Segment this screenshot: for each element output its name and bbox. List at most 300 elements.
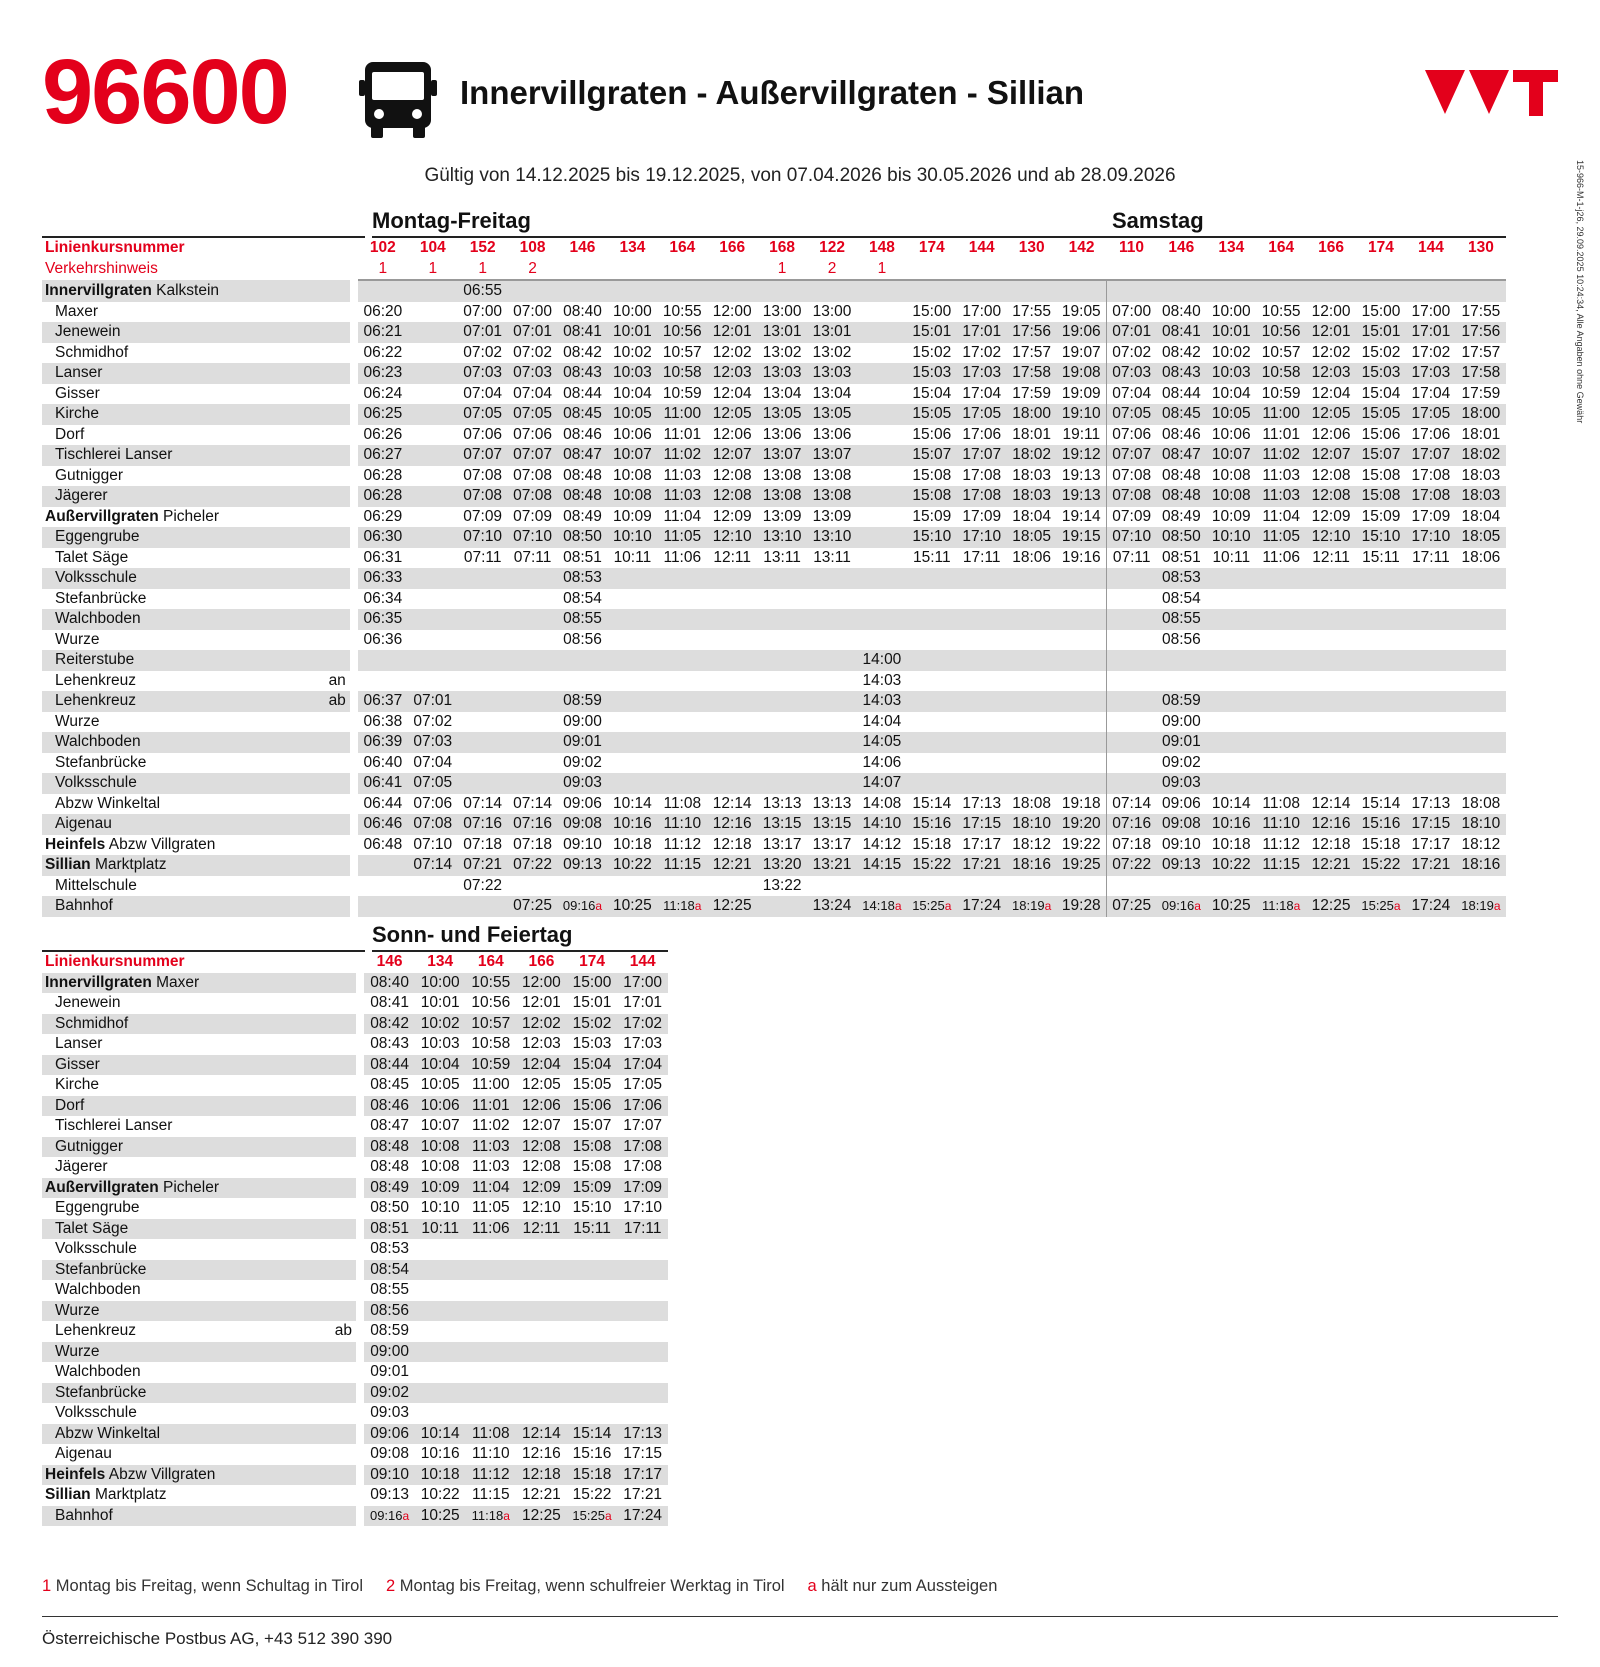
time-cell: 07:10: [413, 835, 453, 853]
time-cell: 18:12: [1012, 835, 1052, 853]
time-cell: 07:02: [1107, 343, 1157, 364]
time-cell: [807, 732, 857, 753]
time-cell: [757, 609, 807, 630]
time-cell: 17:05: [1406, 404, 1456, 425]
time-cell: [707, 773, 757, 794]
time-cell: 15:10: [907, 527, 957, 548]
time-cell: 15:05: [572, 1076, 612, 1094]
stop-municipality: Außervillgraten: [45, 507, 159, 525]
time-cell: [1256, 712, 1306, 733]
time-cell: [857, 609, 907, 630]
stop-row: [42, 1178, 668, 1199]
time-cell: [558, 650, 608, 671]
time-cell: 13:02: [762, 343, 802, 361]
time-cell: 18:04: [1461, 507, 1501, 525]
stop-name: Talet Säge: [55, 548, 129, 566]
time-cell: [508, 280, 558, 302]
time-cell: [857, 486, 907, 507]
time-cell: 10:03: [1206, 363, 1256, 384]
alight-only-flag: a: [604, 1508, 612, 1523]
spacer: [350, 343, 358, 364]
time-cell: 17:00: [617, 973, 668, 994]
time-cell: 09:01: [558, 732, 608, 753]
time-cell: [707, 650, 757, 671]
time-cell: 17:06: [1411, 425, 1451, 443]
time-cell: [408, 343, 458, 364]
time-cell: 19:20: [1057, 814, 1107, 835]
spacer: [350, 404, 358, 425]
time-cell: 07:00: [1107, 302, 1157, 323]
time-cell: 15:08: [907, 486, 957, 507]
time-cell: 17:11: [1412, 548, 1450, 566]
spacer: [350, 630, 358, 651]
time-cell: [857, 363, 907, 384]
time-cell: 10:58: [657, 363, 707, 384]
time-cell: 07:02: [463, 343, 503, 361]
time-cell: 07:00: [463, 302, 503, 320]
time-cell: [607, 280, 657, 302]
traffic-note: [1406, 259, 1456, 281]
time-cell: [1356, 773, 1406, 794]
time-cell: 15:14: [567, 1424, 618, 1445]
stop-name: Sillian Marktplatz: [45, 1486, 167, 1504]
time-cell: [1406, 691, 1456, 712]
time-cell: [907, 650, 957, 671]
time-cell: [1356, 568, 1406, 589]
time-cell: [617, 1321, 668, 1342]
time-cell: [1206, 671, 1256, 692]
time-cell: 12:06: [516, 1096, 567, 1117]
stop-row: [42, 425, 1506, 446]
time-cell: 10:18: [1211, 835, 1251, 853]
time-cell: [508, 773, 558, 794]
time-cell: 10:03: [607, 363, 657, 384]
stop-row: [42, 855, 1506, 876]
time-cell: [1256, 671, 1306, 692]
time-cell: 12:25: [516, 1506, 567, 1527]
stop-name: Aigenau: [55, 1445, 112, 1463]
time-cell: [707, 589, 757, 610]
time-cell: 12:11: [713, 548, 752, 566]
spacer: [356, 1178, 364, 1199]
spacer: [356, 973, 364, 994]
course-number: 146: [1168, 239, 1195, 257]
time-cell: [408, 322, 458, 343]
time-cell: [1406, 650, 1456, 671]
time-cell: 11:06: [663, 548, 702, 566]
time-cell: [1156, 280, 1206, 302]
spacer: [350, 650, 358, 671]
time-cell: [1206, 773, 1256, 794]
time-cell: 17:07: [1406, 445, 1456, 466]
time-cell: 17:08: [617, 1137, 668, 1158]
time-cell: 07:04: [463, 384, 503, 402]
time-cell: 15:04: [1361, 384, 1401, 402]
time-cell: 10:16: [1206, 814, 1256, 835]
course-number: 104: [419, 239, 446, 257]
time-cell: 12:21: [522, 1486, 561, 1504]
stop-name: Dorf: [55, 425, 85, 443]
time-cell: 12:18: [712, 835, 752, 853]
time-cell: 08:42: [1161, 343, 1201, 361]
time-cell: 12:16: [522, 1445, 561, 1463]
time-cell: [1007, 630, 1057, 651]
time-cell: [757, 773, 807, 794]
time-cell: 10:04: [415, 1055, 466, 1076]
spacer: [356, 1198, 364, 1219]
time-cell: 19:09: [1061, 384, 1101, 402]
time-cell: [907, 753, 957, 774]
time-cell: 12:01: [707, 322, 757, 343]
time-cell: 18:12: [1461, 835, 1501, 853]
time-cell: [907, 712, 957, 733]
time-cell: 08:46: [364, 1096, 415, 1117]
time-cell: [1007, 280, 1057, 302]
course-number-row: [42, 952, 668, 973]
spacer: [356, 1055, 364, 1076]
time-cell: [1156, 671, 1206, 692]
time-cell: 12:04: [1311, 384, 1351, 402]
course-number: 144: [968, 239, 995, 257]
time-cell: [607, 650, 657, 671]
course-number: 122: [819, 239, 845, 257]
stop-row: [42, 589, 1506, 610]
time-cell: 17:10: [1406, 527, 1456, 548]
time-cell: [458, 609, 508, 630]
time-cell: 13:10: [757, 527, 807, 548]
stop-name: Abzw Winkeltal: [55, 794, 161, 812]
stop-row: [42, 527, 1506, 548]
time-cell: 17:21: [1406, 855, 1456, 876]
time-cell: 08:40: [1161, 302, 1201, 320]
time-cell: 17:56: [1007, 322, 1057, 343]
spacer: [356, 1116, 364, 1137]
time-cell: 13:00: [812, 302, 852, 320]
stop-name: Reiterstube: [42, 650, 350, 671]
time-value: 18:19: [1461, 898, 1494, 914]
spacer: [356, 1362, 364, 1383]
time-cell: [707, 732, 757, 753]
time-cell: 07:03: [458, 363, 508, 384]
time-cell: [707, 876, 757, 897]
stop-name: Jägerer: [55, 1158, 108, 1176]
time-cell: 12:16: [1306, 814, 1356, 835]
time-cell: 12:05: [522, 1076, 561, 1094]
stop-row: [42, 507, 1506, 528]
time-cell: [1206, 609, 1256, 630]
time-cell: 07:08: [463, 466, 503, 484]
time-cell: 08:56: [1161, 630, 1201, 648]
time-cell: [516, 1239, 567, 1260]
sunday-timetable: [42, 952, 668, 1526]
stop-name: Stefanbrücke: [55, 753, 147, 771]
time-cell: 09:06: [1161, 794, 1201, 812]
spacer: [350, 302, 358, 323]
time-cell: 10:10: [420, 1199, 460, 1217]
time-cell: 07:16: [458, 814, 508, 835]
time-cell: 08:59: [558, 691, 608, 712]
time-cell: [567, 1260, 618, 1281]
time-cell: 11:04: [466, 1178, 517, 1199]
time-cell: 06:23: [358, 363, 408, 384]
time-cell: 17:17: [962, 835, 1002, 853]
time-cell: 10:06: [612, 425, 652, 443]
time-cell: 09:02: [1161, 753, 1201, 771]
time-cell: 08:53: [1156, 568, 1206, 589]
time-cell: 17:11: [617, 1219, 668, 1240]
stop-name: Wurze: [42, 1301, 356, 1322]
time-cell: [657, 712, 707, 733]
spacer: [350, 835, 358, 856]
traffic-note: [657, 259, 707, 281]
time-cell: 11:15: [471, 1486, 510, 1504]
time-cell: [657, 568, 707, 589]
time-cell: 08:51: [1161, 548, 1201, 566]
stop-row: [42, 302, 1506, 323]
time-cell: [466, 1342, 517, 1363]
time-cell: 18:10: [1456, 814, 1506, 835]
time-cell: [408, 302, 458, 323]
time-cell: 10:08: [612, 466, 652, 484]
time-cell: [1256, 753, 1306, 774]
stop-name: Walchboden: [55, 1281, 141, 1299]
time-cell: [707, 691, 757, 712]
time-cell: 11:12: [466, 1465, 517, 1486]
spacer: [356, 1157, 364, 1178]
time-cell: [757, 589, 807, 610]
traffic-note: 1: [777, 259, 787, 277]
time-cell: 11:08: [466, 1424, 517, 1445]
time-cell: 11:10: [657, 814, 707, 835]
time-cell: 09:13: [558, 855, 608, 876]
time-cell: [657, 896, 707, 917]
stop-name: Walchboden: [42, 732, 350, 753]
time-cell: [1456, 671, 1506, 692]
time-cell: 17:10: [623, 1199, 663, 1217]
stop-row: [42, 1198, 668, 1219]
time-cell: 07:04: [1107, 384, 1157, 405]
time-cell: 15:22: [1356, 855, 1406, 876]
time-cell: 17:08: [623, 1158, 663, 1176]
time-cell: 08:44: [364, 1055, 415, 1076]
time-cell: 06:38: [363, 712, 403, 730]
time-cell: [757, 568, 807, 589]
time-cell: 10:04: [1211, 384, 1251, 402]
time-cell: 09:03: [558, 773, 608, 794]
time-cell: 12:11: [1312, 548, 1350, 566]
course-number: 164: [477, 953, 504, 971]
stop-name: Mittelschule: [55, 876, 137, 894]
time-cell: 13:21: [807, 855, 857, 876]
time-cell: 10:02: [1211, 343, 1251, 361]
time-cell: 06:37: [358, 691, 408, 712]
time-cell: 10:09: [612, 507, 652, 525]
time-cell: [1057, 712, 1107, 733]
time-cell: [1107, 712, 1157, 733]
time-cell: 07:05: [408, 773, 458, 794]
time-cell: 18:06: [1012, 548, 1052, 566]
course-number: 174: [579, 953, 605, 971]
traffic-note: [907, 259, 957, 281]
time-cell: 17:08: [1406, 486, 1456, 507]
time-cell: [1306, 568, 1356, 589]
time-cell: [1206, 712, 1256, 733]
time-cell: [1256, 589, 1306, 610]
alight-only-flag: a: [694, 899, 702, 914]
time-cell: 10:02: [612, 343, 652, 361]
spacer: [356, 1096, 364, 1117]
time-cell: [415, 1342, 466, 1363]
time-cell: 17:06: [962, 425, 1002, 443]
footnote-key: 1: [42, 1577, 52, 1595]
time-cell: 18:16: [1456, 855, 1506, 876]
stop-row: [42, 814, 1506, 835]
time-cell: 17:01: [1406, 322, 1456, 343]
time-cell: [1007, 896, 1057, 917]
stop-name: Bahnhof: [42, 896, 350, 917]
time-cell: 13:01: [807, 322, 857, 343]
spacer: [356, 1014, 364, 1035]
course-number: 144: [1417, 239, 1444, 257]
stop-row: [42, 671, 1506, 692]
time-cell: 18:03: [1456, 486, 1506, 507]
course-number: 164: [1268, 239, 1295, 257]
time-cell: [1406, 589, 1456, 610]
time-cell: 18:01: [1461, 425, 1501, 443]
time-cell: [1107, 630, 1157, 651]
time-cell: 13:11: [813, 548, 851, 566]
time-cell: 06:33: [358, 568, 408, 589]
traffic-note: 1: [877, 259, 887, 277]
time-cell: 17:15: [623, 1445, 663, 1463]
time-cell: [415, 1239, 466, 1260]
time-cell: [1107, 650, 1157, 671]
course-number: 152: [469, 239, 496, 257]
time-cell: 15:16: [572, 1445, 612, 1463]
time-cell: 14:08: [862, 794, 902, 812]
course-number: 164: [669, 239, 696, 257]
time-cell: [1206, 650, 1256, 671]
time-cell: [1206, 568, 1256, 589]
time-cell: [1007, 876, 1057, 897]
time-cell: [807, 650, 857, 671]
stop-municipality: Außervillgraten: [45, 1178, 159, 1196]
time-cell: 17:01: [623, 994, 663, 1012]
time-cell: 18:08: [1461, 794, 1501, 812]
stop-row: [42, 1424, 668, 1445]
spacer: [350, 238, 358, 259]
time-cell: 10:11: [613, 548, 652, 566]
time-cell: 17:21: [957, 855, 1007, 876]
stop-arr-dep: ab: [334, 1322, 353, 1340]
time-cell: [1107, 671, 1157, 692]
stop-name: Maxer: [55, 302, 99, 320]
spacer: [350, 753, 358, 774]
stop-name: Schmidhof: [42, 1014, 356, 1035]
time-cell: 18:03: [1012, 466, 1052, 484]
spacer: [350, 384, 358, 405]
time-cell: 17:07: [957, 445, 1007, 466]
group-heading-sunday: Sonn- und Feiertag: [372, 922, 573, 947]
time-cell: [1456, 896, 1506, 917]
time-cell: 06:31: [363, 548, 403, 566]
stop-row: [42, 993, 668, 1014]
time-cell: 12:07: [707, 445, 757, 466]
time-cell: 15:01: [572, 994, 612, 1012]
time-cell: 10:18: [415, 1465, 466, 1486]
time-cell: 17:24: [617, 1506, 668, 1527]
time-cell: [516, 1403, 567, 1424]
time-cell: [458, 732, 508, 753]
time-cell: [466, 1506, 517, 1527]
alight-only-flag: a: [1194, 899, 1201, 914]
time-cell: [508, 589, 558, 610]
time-cell: [657, 609, 707, 630]
time-cell: 10:59: [1261, 384, 1301, 402]
time-cell: 09:01: [370, 1363, 409, 1381]
stop-row: [42, 1403, 668, 1424]
time-cell: 19:18: [1061, 794, 1101, 812]
time-cell: [1356, 630, 1406, 651]
time-cell: [957, 671, 1007, 692]
time-cell: 17:00: [962, 302, 1002, 320]
time-cell: [1206, 732, 1256, 753]
stop-name: Eggengrube: [42, 527, 350, 548]
time-cell: 12:02: [516, 1014, 567, 1035]
time-cell: 11:04: [1262, 507, 1300, 525]
footer-rule: [42, 1616, 1558, 1617]
time-cell: 10:14: [1211, 794, 1251, 812]
time-cell: 07:11: [1107, 548, 1157, 569]
time-cell: 08:56: [563, 630, 602, 648]
course-number: 166: [1318, 239, 1345, 257]
time-cell: [1057, 280, 1107, 302]
traffic-note: [707, 259, 757, 281]
time-cell: [567, 1239, 618, 1260]
spacer: [350, 527, 358, 548]
time-cell: 08:59: [370, 1322, 409, 1340]
time-cell: [957, 712, 1007, 733]
time-cell: 06:40: [363, 753, 403, 771]
time-cell: 13:01: [757, 322, 807, 343]
time-cell: 10:16: [420, 1445, 460, 1463]
time-cell: 12:16: [707, 814, 757, 835]
time-cell: 10:10: [1206, 527, 1256, 548]
stop-row: [42, 630, 1506, 651]
time-cell: 09:03: [370, 1404, 409, 1422]
time-cell: 07:06: [463, 425, 503, 443]
time-cell: 08:40: [364, 973, 415, 994]
time-cell: [466, 1301, 517, 1322]
time-cell: 08:53: [370, 1240, 409, 1258]
time-cell: 17:58: [1456, 363, 1506, 384]
time-cell: [1456, 280, 1506, 302]
time-cell: 18:00: [1456, 404, 1506, 425]
time-cell: 13:13: [762, 794, 802, 812]
time-cell: 08:50: [370, 1199, 409, 1217]
time-cell: 17:57: [1461, 343, 1501, 361]
alight-only-flag: a: [944, 899, 952, 914]
time-cell: 15:11: [913, 548, 951, 566]
time-cell: 13:10: [807, 527, 857, 548]
time-cell: 11:03: [663, 466, 702, 484]
time-cell: 13:06: [812, 425, 852, 443]
time-cell: 15:07: [572, 1117, 612, 1135]
time-cell: 18:01: [1012, 425, 1052, 443]
stop-municipality: Heinfels: [45, 835, 106, 853]
time-cell: 10:06: [1211, 425, 1251, 443]
time-cell: 14:04: [862, 712, 902, 730]
